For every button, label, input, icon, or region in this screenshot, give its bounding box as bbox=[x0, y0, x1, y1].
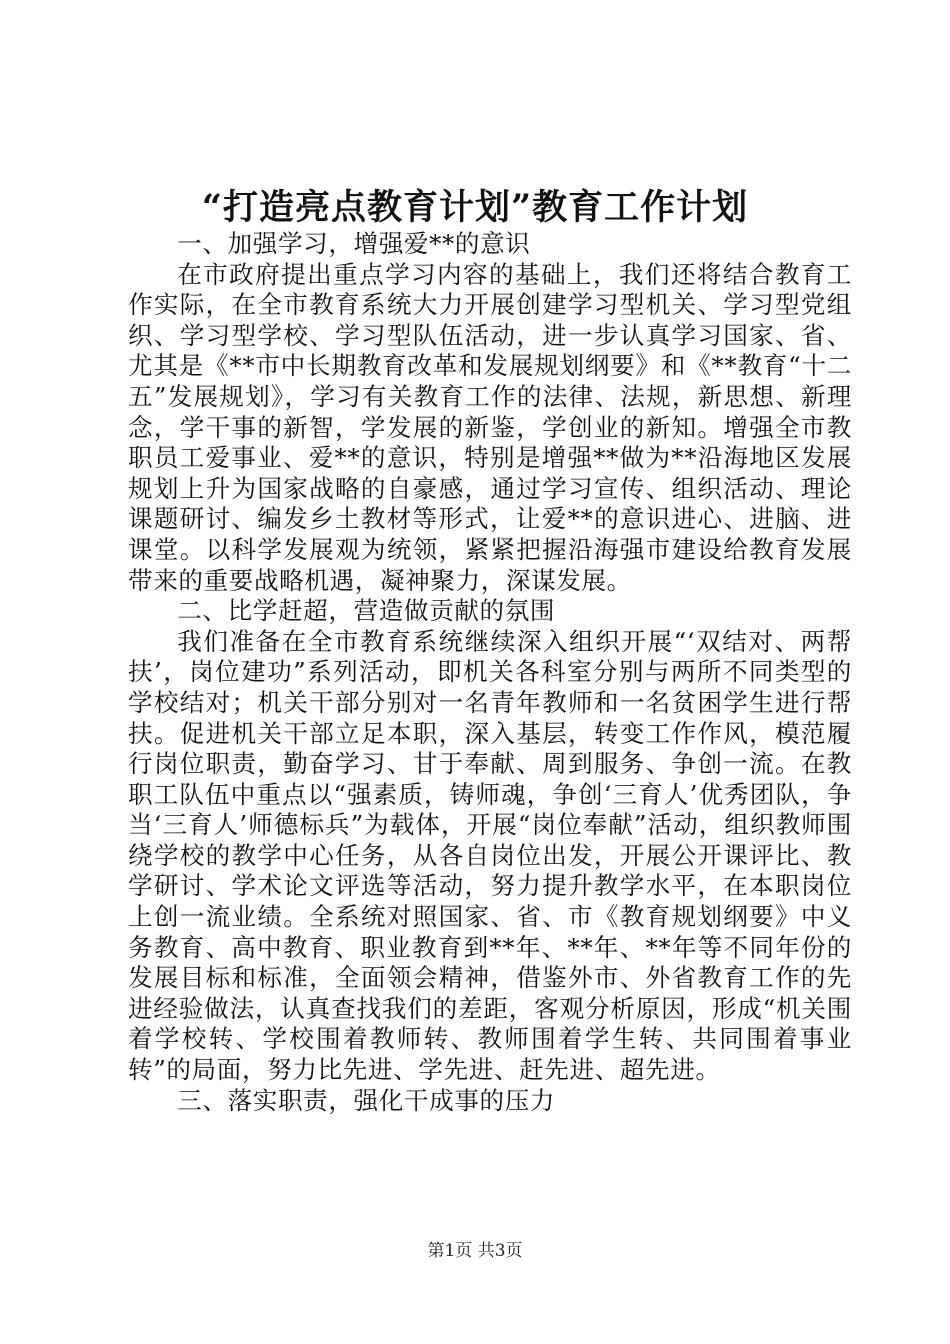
document-body bbox=[128, 229, 852, 1116]
document-title: “打造亮点教育计划”教育工作计划 bbox=[201, 187, 749, 228]
section-heading-3: 三、落实职责，强化干成事的压力 bbox=[177, 1085, 556, 1115]
section-heading-1: 一、加强学习，增强爱**的意识 bbox=[177, 229, 531, 258]
section-heading-2: 二、比学赶超，营造做贡献的氛围 bbox=[177, 596, 556, 626]
body-paragraph-1: 在市政府提出重点学习内容的基础上，我们还将结合教育工作实际，在全市教育系统大力开展创建学习型机关、学习型党组织、学习型学校、学习型队伍活动，进一步认真学习国家、省、尤其是《**市中长期教育改革和发展规划纲要》和《**教育“十二五”发展规划》，学习有关教育工作的法律、法规，新思想、新理念，学干事的新智，学发展的新鉴，学创业的新知。增强全市教职员工爱事业、爱**的意识，特别是增强**做为**沿海地区发展规划上升为国家战略的自豪感，通过学习宣传、组织活动、理论课题研讨、编发乡土教材等形式，让爱**的意识进心、进脑、进课堂。以科学发展观为统领，紧紧把握沿海强市建设给教育发展带来的重要战略机遇，凝神聚力，深谋发展。 bbox=[128, 259, 852, 595]
body-paragraph-2: 我们准备在全市教育系统继续深入组织开展“‘双结对、两帮扶’，岗位建功”系列活动，即机关各科室分别与两所不同类型的学校结对；机关干部分别对一名青年教师和一名贫困学生进行帮扶。促进机关干部立足本职，深入基层，转变工作作风，模范履行岗位职责，勤奋学习、甘于奉献、周到服务、争创一流。在教职工队伍中重点以“强素质，铸师魂，争创‘三育人’优秀团队，争当‘三育人’师德标兵”为载体，开展“岗位奉献”活动，组织教师围绕学校的教学中心任务，从各自岗位出发，开展公开课评比、教学研讨、学术论文评选等活动，努力提升教学水平，在本职岗位上创一流业绩。全系统对照国家、省、市《教育规划纲要》中义务教育、高中教育、职业教育到**年、**年、**年等不同年份的发展目标和标准，全面领会精神，借鉴外市、外省教育工作的先进经验做法，认真查找我们的差距，客观分析原因，形成“机关围着学校转、学校围着教师转、教师围着学生转、共同围着事业转”的局面，努力比先进、学先进、赶先进、超先进。 bbox=[128, 626, 852, 1085]
page-number-footer: 第1页 共3页 bbox=[427, 1241, 523, 1261]
